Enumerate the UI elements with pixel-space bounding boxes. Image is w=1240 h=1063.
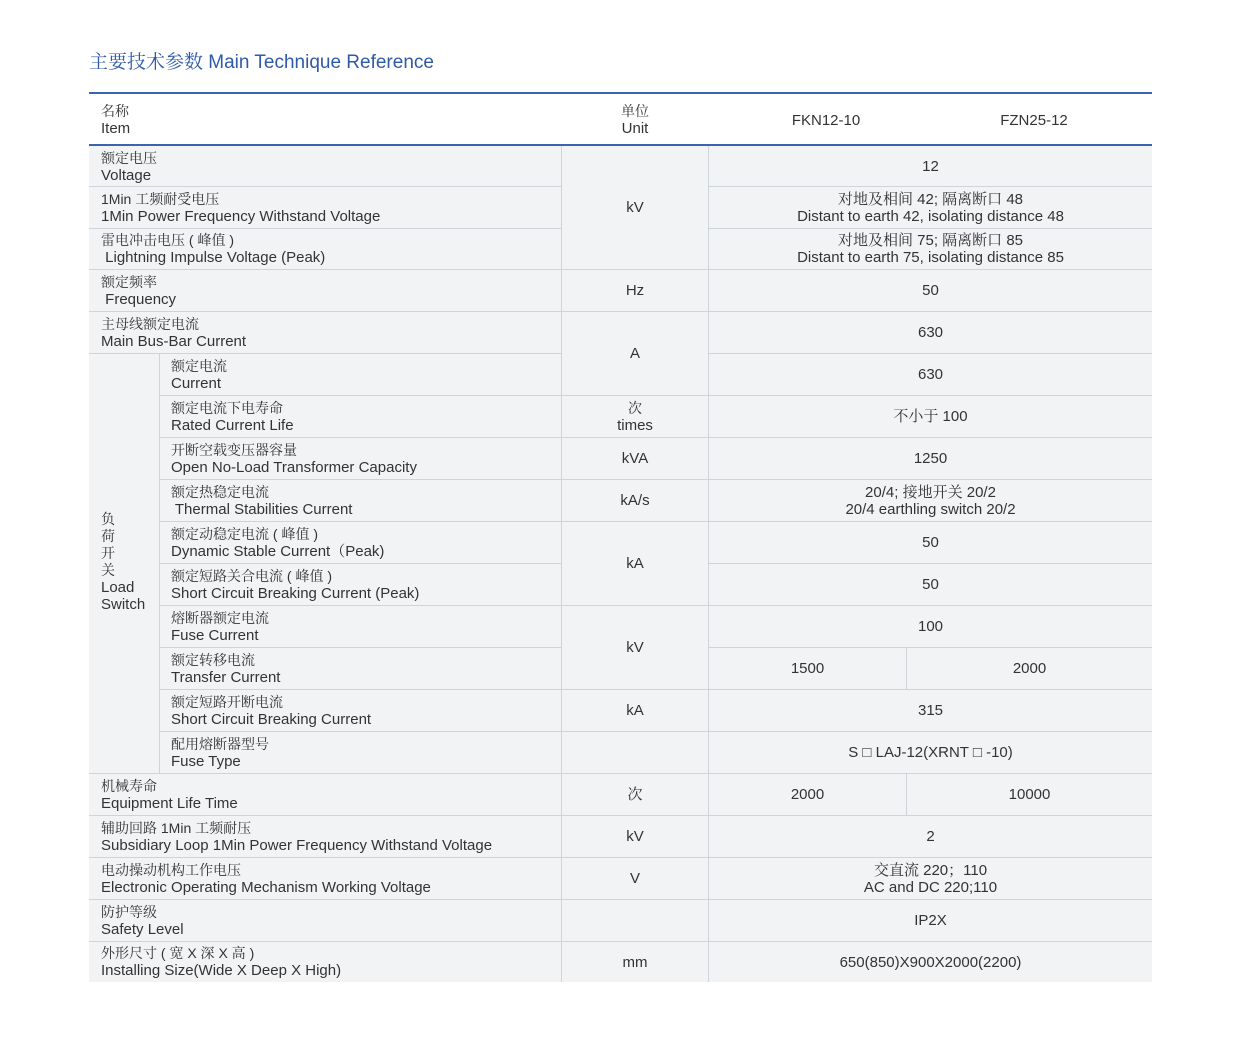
row-value-a: 1500 <box>790 660 825 677</box>
row-value: IP2X <box>914 912 947 929</box>
row-unit: kA/s <box>620 492 650 509</box>
row-label: 外形尺寸 ( 宽 X 深 X 高 ) Installing Size(Wide X Deep X High) <box>101 945 342 979</box>
header-unit: 单位 Unit <box>621 103 649 137</box>
unit-kv-2: kV <box>626 639 644 656</box>
row-value: S □ LAJ-12(XRNT □ -10) <box>848 744 1013 761</box>
row-label: 雷电冲击电压 ( 峰值 ) Lightning Impulse Voltage (Peak) <box>101 232 326 266</box>
row-value: 交直流 220；110 AC and DC 220;110 <box>863 861 998 896</box>
row-value-b: 10000 <box>1008 786 1051 803</box>
row-value: 100 <box>917 618 944 635</box>
row-value: 对地及相间 42; 隔离断口 48 Distant to earth 42, isolating distance 48 <box>797 190 1064 225</box>
row-value: 12 <box>922 158 939 175</box>
spec-table <box>89 92 1152 982</box>
header-model-2: FZN25-12 <box>1000 111 1068 129</box>
row-value: 20/4; 接地开关 20/2 20/4 earthling switch 20/2 <box>845 483 1016 518</box>
unit-a: A <box>629 345 640 362</box>
row-unit: kA <box>626 702 644 719</box>
row-unit: 次 <box>627 786 643 803</box>
row-value: 630 <box>917 324 944 341</box>
row-value-a: 2000 <box>790 786 825 803</box>
row-label: 配用熔断器型号 Fuse Type <box>171 735 269 770</box>
row-label: 额定电流下电寿命 Rated Current Life <box>171 399 294 434</box>
row-value: 对地及相间 75; 隔离断口 85 Distant to earth 75, isolating distance 85 <box>797 232 1064 266</box>
row-unit: kV <box>626 828 644 845</box>
unit-ka: kA <box>626 555 644 572</box>
header-model-1: FKN12-10 <box>791 111 861 129</box>
row-value: 315 <box>917 702 944 719</box>
row-label: 机械寿命 Equipment Life Time <box>101 777 238 812</box>
row-unit: 次 times <box>617 399 653 434</box>
row-label: 额定电流 Current <box>171 357 227 392</box>
row-unit: kVA <box>621 450 649 467</box>
row-label: 1Min 工频耐受电压 1Min Power Frequency Withstand Voltage <box>101 190 381 225</box>
row-label: 电动操动机构工作电压 Electronic Operating Mechanism Working Voltage <box>101 861 431 896</box>
row-label: 额定频率 Frequency <box>101 273 177 308</box>
header-item: 名称 Item <box>101 103 131 137</box>
row-value: 不小于 100 <box>893 408 968 425</box>
row-value: 50 <box>922 282 939 299</box>
row-unit: V <box>629 870 640 887</box>
row-label: 额定短路开断电流 Short Circuit Breaking Current <box>171 693 372 728</box>
row-label: 额定热稳定电流 Thermal Stabilities Current <box>171 483 353 518</box>
unit-kv: kV <box>626 199 644 216</box>
group-load-switch: 负 荷 开 关 Load Switch <box>101 511 146 613</box>
row-label: 开断空载变压器容量 Open No-Load Transformer Capacity <box>171 441 417 476</box>
row-value: 650(850)X900X2000(2200) <box>839 953 1022 971</box>
row-label: 防护等级 Safety Level <box>101 903 184 938</box>
row-value: 50 <box>922 534 939 551</box>
row-value: 50 <box>922 576 939 593</box>
row-value-b: 2000 <box>1012 660 1047 677</box>
row-label: 熔断器额定电流 Fuse Current <box>171 609 269 644</box>
page-title: 主要技术参数 Main Technique Reference <box>89 52 434 73</box>
row-value: 1250 <box>913 450 948 467</box>
row-label: 主母线额定电流 Main Bus-Bar Current <box>101 315 247 350</box>
row-label: 额定短路关合电流 ( 峰值 ) Short Circuit Breaking Current (Peak) <box>171 567 420 602</box>
row-label: 额定转移电流 Transfer Current <box>171 651 281 686</box>
row-unit: Hz <box>625 282 645 299</box>
row-label: 额定动稳定电流 ( 峰值 ) Dynamic Stable Current（Peak) <box>171 525 385 560</box>
row-value: 2 <box>926 828 935 845</box>
row-value: 630 <box>917 366 944 383</box>
row-label: 额定电压 Voltage <box>101 149 157 184</box>
row-unit: mm <box>622 953 648 971</box>
row-label: 辅助回路 1Min 工频耐压 Subsidiary Loop 1Min Power Frequency Withstand Voltage <box>101 819 493 854</box>
